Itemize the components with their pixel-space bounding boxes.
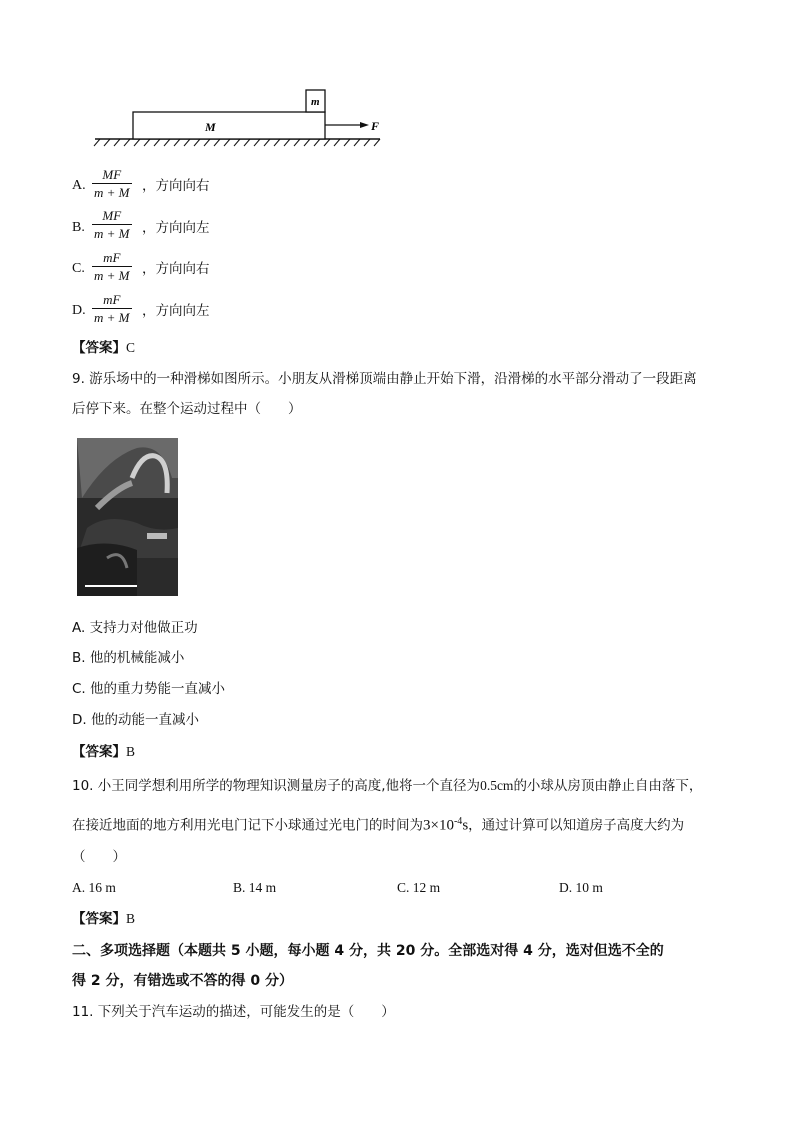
fraction-denominator: m + M — [94, 310, 130, 325]
force-label: F — [371, 119, 380, 133]
q10-line1-text-b: 的小球从房顶由静止自由落下， — [513, 778, 703, 794]
q9-answer — [72, 742, 135, 762]
q8-option-a-text: ，方向向右 — [142, 178, 210, 194]
q9-option-a: A. 支持力对他做正功 — [72, 620, 198, 636]
section2-heading-line1: 二、多项选择题（本题共 5 小题，每小题 4 分，共 20 分。全部选对得 4 分，选对但选不全的 — [72, 943, 664, 959]
q10-answer — [72, 909, 135, 929]
answer-value: C — [126, 340, 136, 355]
q8-option-c-letter: C. — [72, 261, 85, 276]
q8-option-d-fraction — [92, 291, 132, 326]
fraction-numerator: MF — [92, 207, 132, 225]
q10-line2-text-a: 在接近地面的地方利用光电门记下小球通过光电门的时间为 — [72, 817, 423, 834]
answer-mark: 【答案】 — [72, 744, 126, 760]
q9-stem-line1: 9. 游乐场中的一种滑梯如图所示。小朋友从滑梯顶端由静止开始下滑，沿滑梯的水平部分滑动了一段距离 — [72, 371, 697, 387]
q10-stem-line3: （ ） — [72, 849, 126, 865]
q8-option-c-text: ，方向向右 — [142, 261, 210, 277]
q8-answer — [72, 338, 135, 358]
answer-value: B — [126, 911, 136, 926]
q9-option-d: D. 他的动能一直减小 — [72, 712, 199, 728]
q10-option-b: B. 14 m — [233, 880, 277, 895]
q8-option-d-text: ，方向向左 — [142, 303, 210, 319]
q9-option-c: C. 他的重力势能一直减小 — [72, 681, 226, 697]
q8-option-b-text: ，方向向左 — [142, 220, 210, 236]
q11-stem: 11. 下列关于汽车运动的描述，可能发生的是（ ） — [72, 1004, 395, 1020]
block-M — [133, 112, 325, 139]
q10-time-base: 3×10 — [423, 817, 454, 834]
answer-mark: 【答案】 — [72, 911, 126, 927]
q10-time-unit: s — [462, 817, 469, 834]
q8-option-c-fraction — [92, 249, 132, 284]
q10-option-c: C. 12 m — [397, 880, 441, 895]
fraction-numerator: mF — [92, 291, 132, 309]
q10-time-exponent: -4 — [453, 816, 463, 827]
fraction-denominator: m + M — [94, 226, 130, 241]
q8-option-b-letter: B. — [72, 220, 85, 235]
fraction-numerator: mF — [92, 249, 132, 267]
q8-option-a-fraction — [92, 166, 132, 201]
q8-option-b-fraction — [92, 207, 132, 242]
q10-option-d: D. 10 m — [559, 880, 603, 895]
block-m-label: m — [311, 96, 320, 108]
q9-stem-line2: 后停下来。在整个运动过程中（ ） — [72, 401, 302, 417]
q8-option-d-letter: D. — [72, 303, 86, 318]
q10-line2-text-b: ，通过计算可以知道房子高度大约为 — [468, 817, 685, 834]
section2-heading-line2: 得 2 分，有错选或不答的得 0 分） — [72, 973, 293, 989]
q10-option-a: A. 16 m — [72, 880, 116, 895]
fraction-denominator: m + M — [94, 185, 130, 200]
answer-mark: 【答案】 — [72, 340, 126, 356]
slide-photo — [77, 438, 178, 596]
fraction-numerator: MF — [92, 166, 132, 184]
q10-stem-line2 — [72, 812, 684, 836]
q10-diameter-value: 0.5cm — [480, 778, 514, 793]
q9-option-b: B. 他的机械能减小 — [72, 650, 185, 666]
q10-line1-text-a: 10. 小王同学想利用所学的物理知识测量房子的高度,他将一个直径为 — [72, 778, 481, 794]
force-arrow-head — [360, 122, 369, 128]
block-M-label: M — [205, 120, 216, 134]
answer-value: B — [126, 744, 136, 759]
q8-option-a-letter: A. — [72, 178, 86, 193]
fraction-denominator: m + M — [94, 268, 130, 283]
block-diagram-figure — [70, 78, 390, 153]
q10-stem-line1 — [72, 776, 702, 796]
